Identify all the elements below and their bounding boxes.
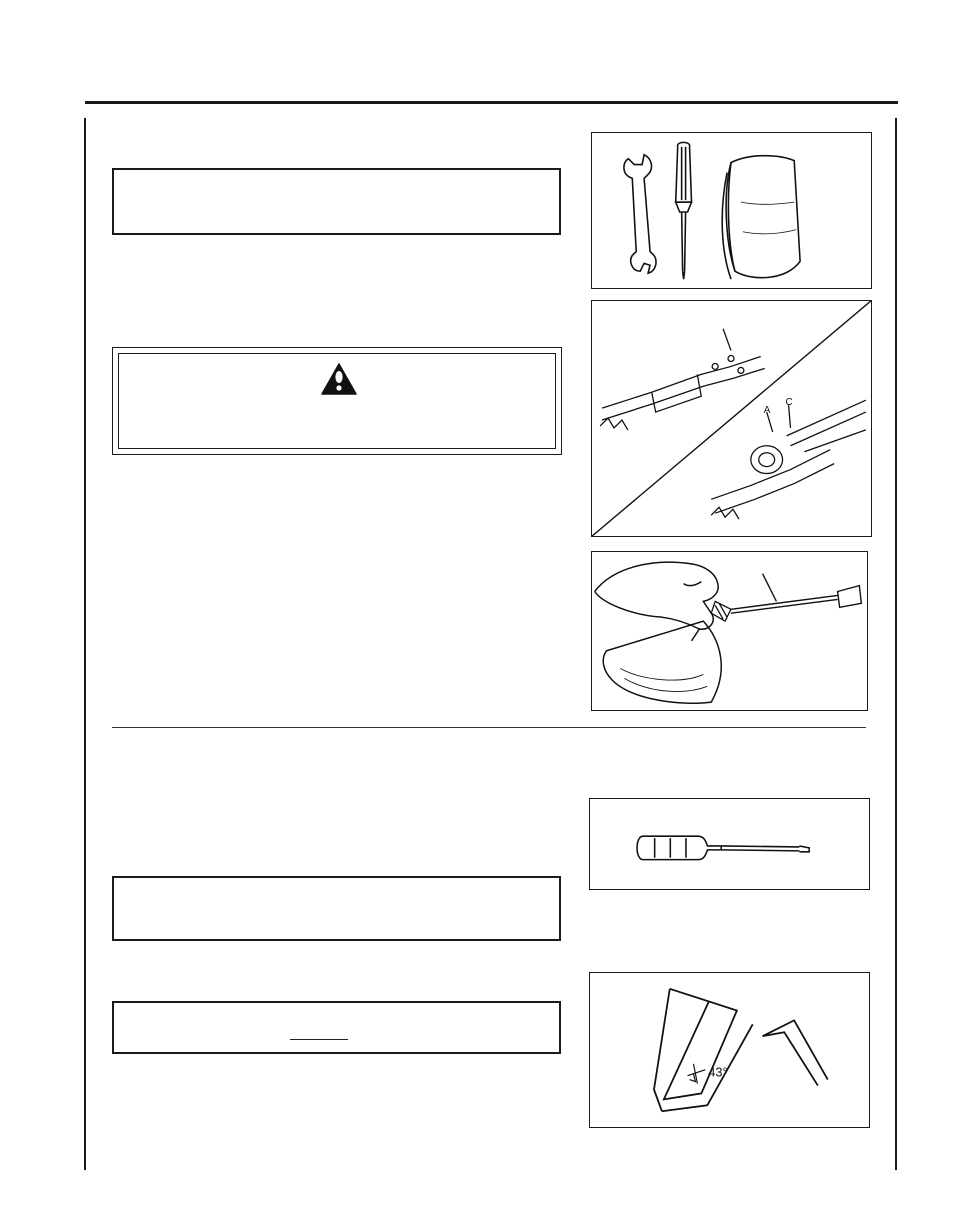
cloth-drawing (603, 621, 721, 703)
blade-rod-drawing (731, 574, 861, 614)
screwdriver-illustration (590, 799, 869, 889)
header-rule (85, 101, 898, 104)
screwdriver-icon (676, 142, 692, 279)
upper-blade-drawing (600, 329, 765, 430)
cloth-icon (722, 156, 800, 279)
note-box-2 (112, 876, 561, 941)
screwdriver-figure (589, 798, 870, 890)
warning-box (112, 347, 562, 455)
wrench-icon (624, 155, 656, 273)
left-margin-rule (84, 118, 86, 1170)
angle-label: 43° (708, 1064, 728, 1080)
tools-figure (591, 132, 872, 289)
cleaning-illustration (592, 552, 867, 710)
blade-assembly-illustration (592, 301, 871, 536)
tooth-angle-illustration (590, 973, 869, 1127)
underline-mark (290, 1039, 348, 1040)
label-a: A (763, 405, 771, 417)
tools-illustration (592, 133, 871, 288)
cleaning-figure (591, 551, 868, 711)
right-margin-rule (895, 118, 897, 1170)
screwdriver-icon-2 (637, 836, 809, 859)
note-box-3 (112, 1001, 561, 1054)
section-divider (112, 727, 866, 728)
angle-marker (688, 1064, 706, 1084)
brush-drawing (711, 601, 731, 621)
diagonal-divider (592, 301, 871, 536)
lower-blade-drawing (711, 400, 866, 519)
warning-triangle-icon (321, 363, 357, 395)
label-c: C (785, 397, 793, 409)
tooth-angle-figure (589, 972, 870, 1128)
hand-drawing (595, 562, 718, 641)
blade-assembly-figure (591, 300, 872, 537)
warning-box-inner (118, 353, 556, 449)
tooth-profile (654, 989, 828, 1111)
note-box-1 (112, 168, 561, 235)
